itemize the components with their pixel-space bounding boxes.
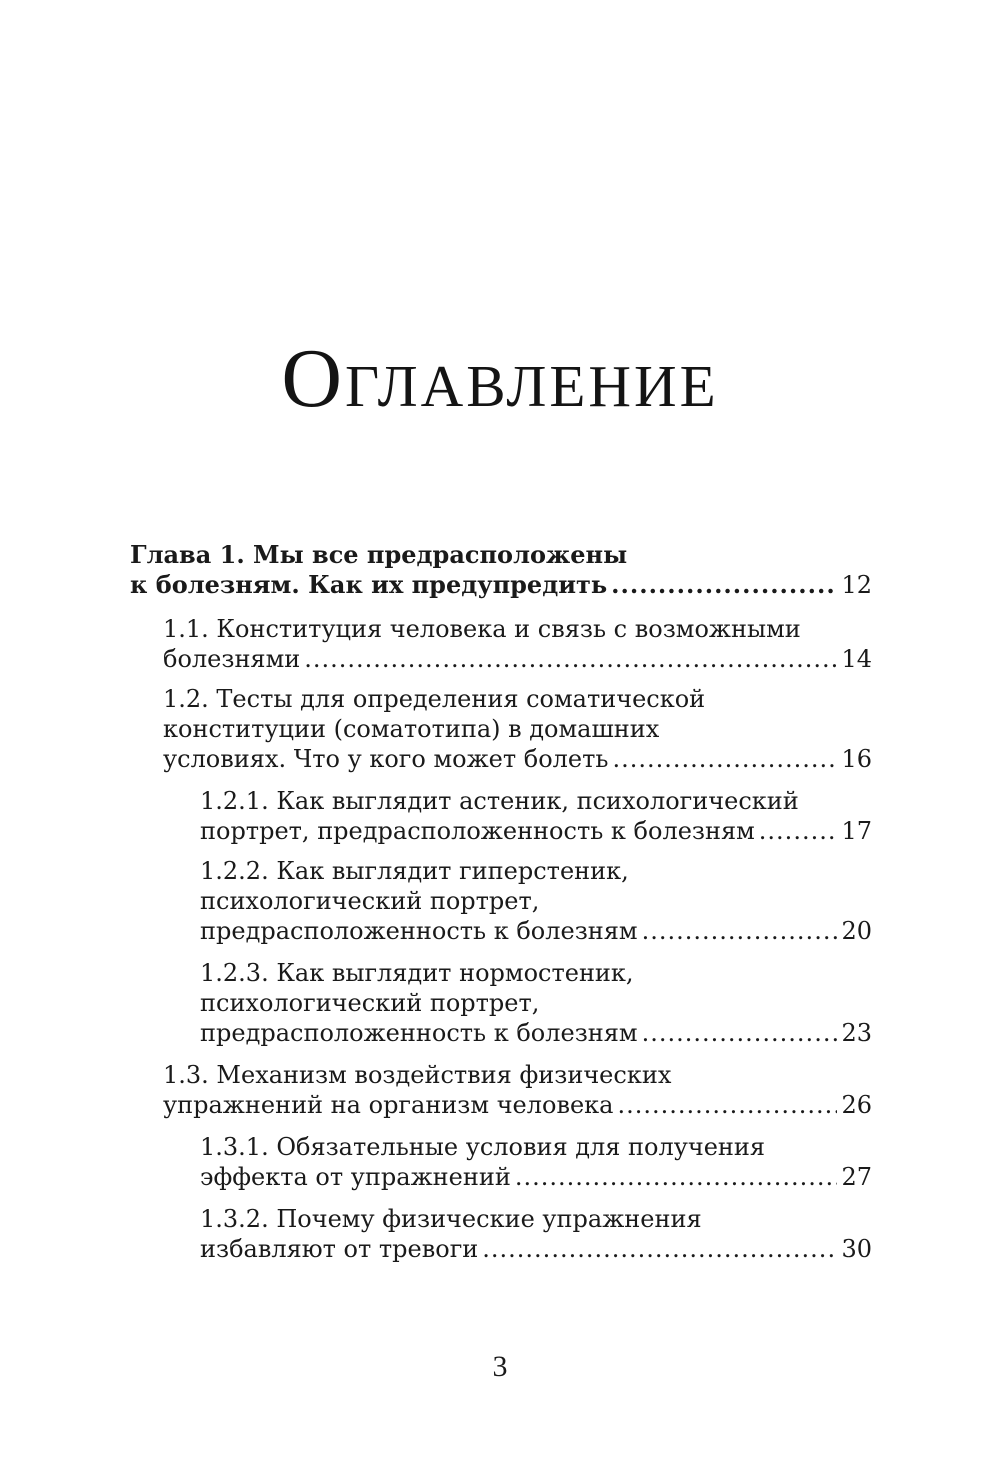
toc-entry-text: эффекта от упражнений [200,1163,511,1191]
toc-page-number: 16 [841,745,872,773]
toc-entry-text: к болезням. Как их предупредить [130,570,608,599]
toc-entry-text: 1.3.1. Обязательные условия для получения [200,1133,766,1161]
toc-entry-1-3[interactable] [163,1060,872,1120]
toc-entry-text: предрасположенность к болезням [200,917,638,945]
toc-entry-text: 1.2.3. Как выглядит нормостеник, [200,959,634,987]
toc-page-number: 17 [841,817,872,845]
leader-dots [617,1090,837,1120]
leader-dots [759,816,838,846]
toc-entry-1-1[interactable] [163,614,872,674]
leader-dots [642,1018,838,1048]
toc-entry-text: 1.1. Конституция человека и связь с возможными [163,615,801,643]
toc-entry-text: психологический портрет, [200,989,540,1017]
toc-entry-1-2-1[interactable] [200,786,872,846]
toc-entry-text: 1.2.1. Как выглядит астеник, психологический [200,787,799,815]
toc-entry-chapter-1[interactable] [130,540,872,600]
toc-entry-text: предрасположенность к болезням [200,1019,638,1047]
leader-dots [482,1234,837,1264]
leader-dots [611,570,837,600]
leader-dots [612,744,837,774]
toc-entry-1-3-1[interactable] [200,1132,872,1192]
toc-entry-text: упражнений на организм человека [163,1091,614,1119]
toc-entry-text: 1.2.2. Как выглядит гиперстеник, [200,857,629,885]
toc-entry-text: конституции (соматотипа) в домашних [163,715,660,743]
toc-page-number: 30 [841,1235,872,1263]
toc-entry-text: избавляют от тревоги [200,1235,479,1263]
toc-entry-text: 1.3. Механизм воздействия физических [163,1061,672,1089]
toc-entry-text: 1.3.2. Почему физические упражнения [200,1205,702,1233]
toc-entry-text: психологический портрет, [200,887,540,915]
page-title: Оглавление [281,332,719,425]
toc-page-number: 20 [841,917,872,945]
toc-entry-1-2[interactable] [163,684,872,774]
toc-entry-text: условиях. Что у кого может болеть [163,745,609,773]
toc-entry-1-2-2[interactable] [200,856,872,946]
toc-entry-1-2-3[interactable] [200,958,872,1048]
toc-entry-text: портрет, предрасположенность к болезням [200,817,755,845]
leader-dots [642,916,838,946]
toc-entry-text: Глава 1. Мы все предрасположены [130,540,628,569]
toc-entry-text: 1.2. Тесты для определения соматической [163,685,706,713]
toc-page-number: 12 [841,571,872,599]
leader-dots [515,1162,838,1192]
toc-page-number: 26 [841,1091,872,1119]
toc-entry-1-3-2[interactable] [200,1204,872,1264]
leader-dots [304,644,837,674]
toc-page-number: 23 [841,1019,872,1047]
page-number: 3 [492,1350,508,1383]
toc-page-number: 27 [841,1163,872,1191]
toc-page-number: 14 [841,645,872,673]
toc-entry-text: болезнями [163,645,301,673]
